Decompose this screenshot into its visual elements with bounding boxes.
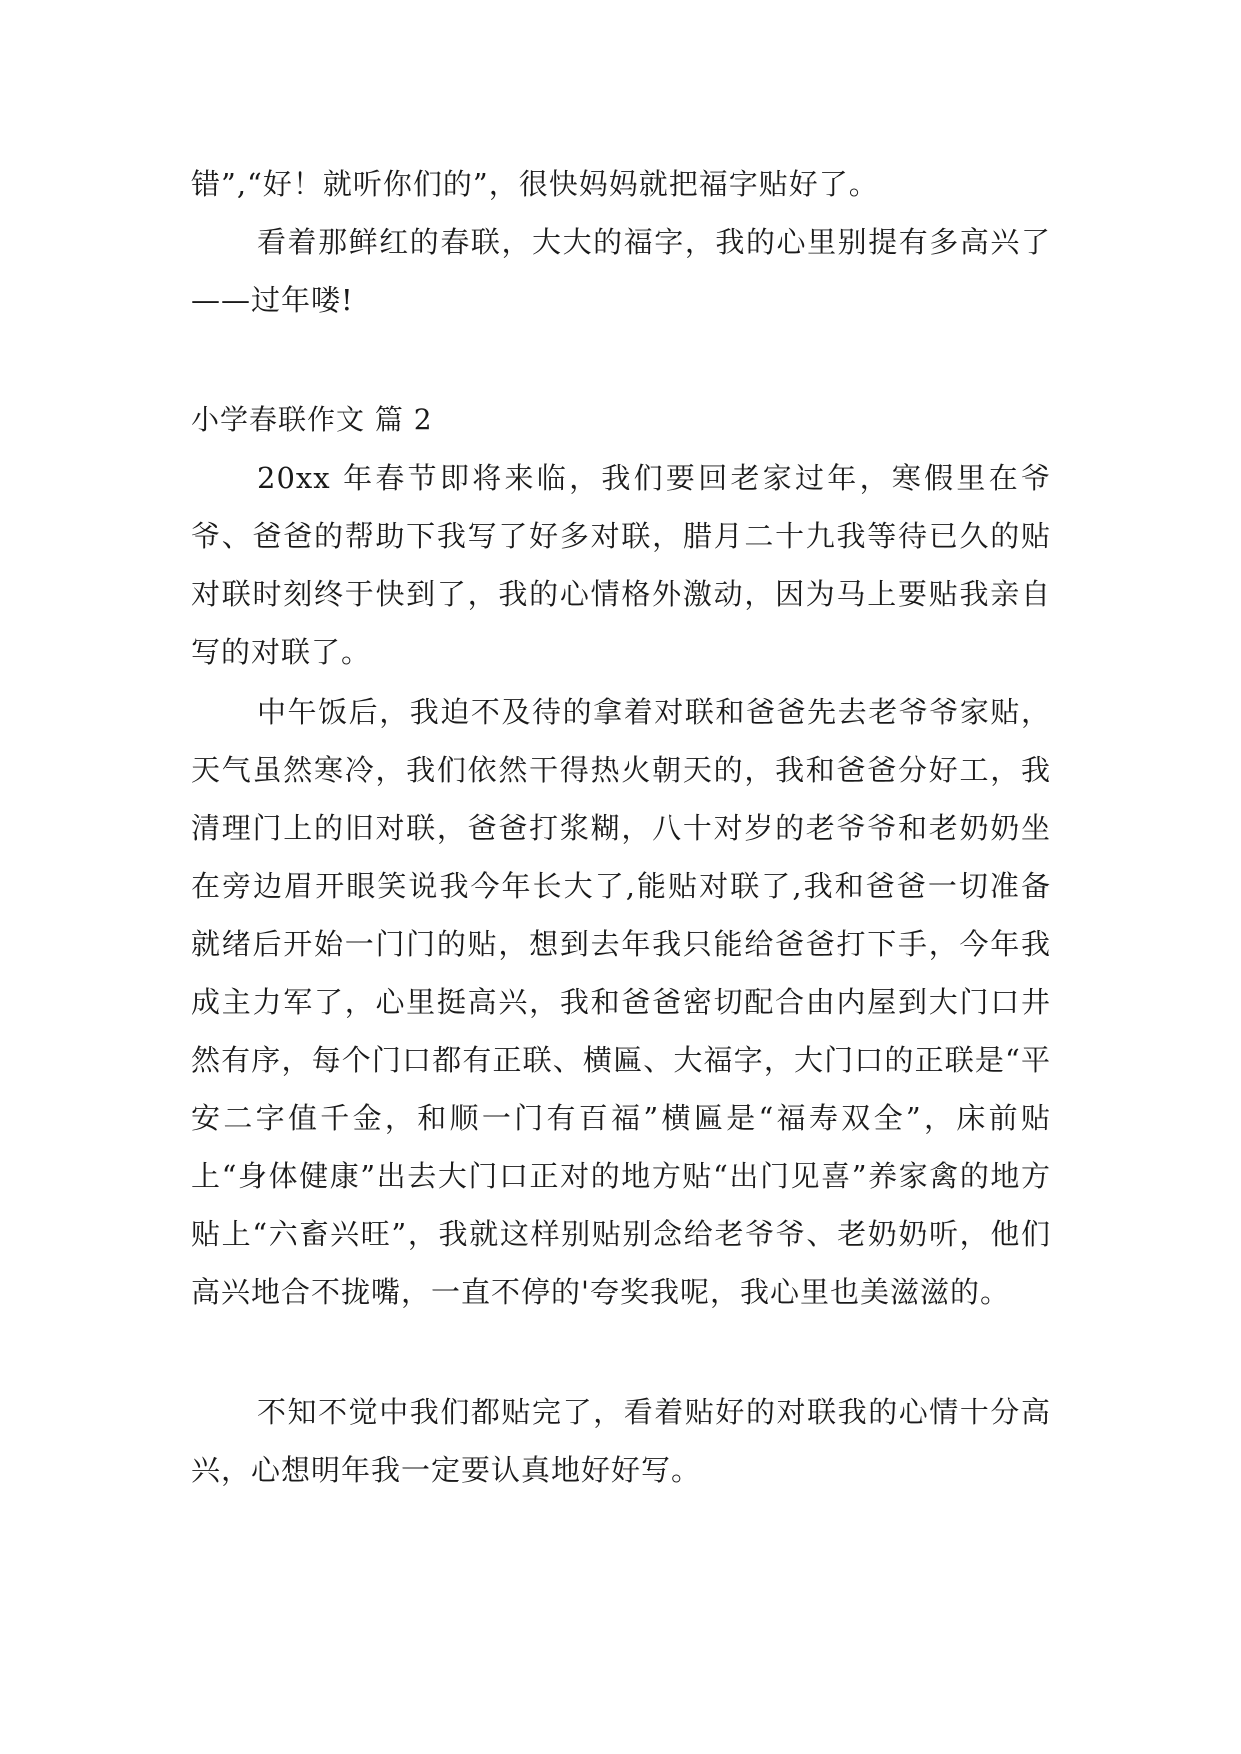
paragraph: 不知不觉中我们都贴完了，看着贴好的对联我的心情十分高兴，心想明年我一定要认真地好好写。 xyxy=(191,1395,1051,1487)
paragraph: 中午饭后，我迫不及待的拿着对联和爸爸先去老爷爷家贴，天气虽然寒冷，我们依然干得热火朝天的，我和爸爸分好工，我清理门上的旧对联，爸爸打浆糊，八十对岁的老爷爷和老奶奶坐在旁边眉开眼笑说我今年长大了,能贴对联了,我和爸爸一切准备就绪后开始一门门的贴，想到去年我只能给爸爸打下手，今年我成主力军了，心里挺高兴，我和爸爸密切配合由内屋到大门口井然有序，每个门口都有正联、横匾、大福字，大门口的正联是“平安二字值千金，和顺一门有百福”横匾是“福寿双全”，床前贴上“身体健康”出去大门口正对的地方贴“出门见喜”养家禽的地方贴上“六畜兴旺”，我就这样别贴别念给老爷爷、老奶奶听，他们高兴地合不拢嘴，一直不停的'夸奖我呢，我心里也美滋滋的。 xyxy=(191,695,1051,1309)
paragraph-conclusion: 看着那鲜红的春联，大大的福字，我的心里别提有多高兴了——过年喽! xyxy=(191,225,1051,317)
paragraph: 20xx 年春节即将来临，我们要回老家过年，寒假里在爷爷、爸爸的帮助下我写了好多对联，腊月二十九我等待已久的贴对联时刻终于快到了，我的心情格外激动，因为马上要贴我亲自写的对联了。 xyxy=(191,461,1051,669)
section-heading: 小学春联作文 篇 2 xyxy=(191,403,433,436)
paragraph-continuation: 错”,“好！就听你们的”，很快妈妈就把福字贴好了。 xyxy=(191,167,879,201)
